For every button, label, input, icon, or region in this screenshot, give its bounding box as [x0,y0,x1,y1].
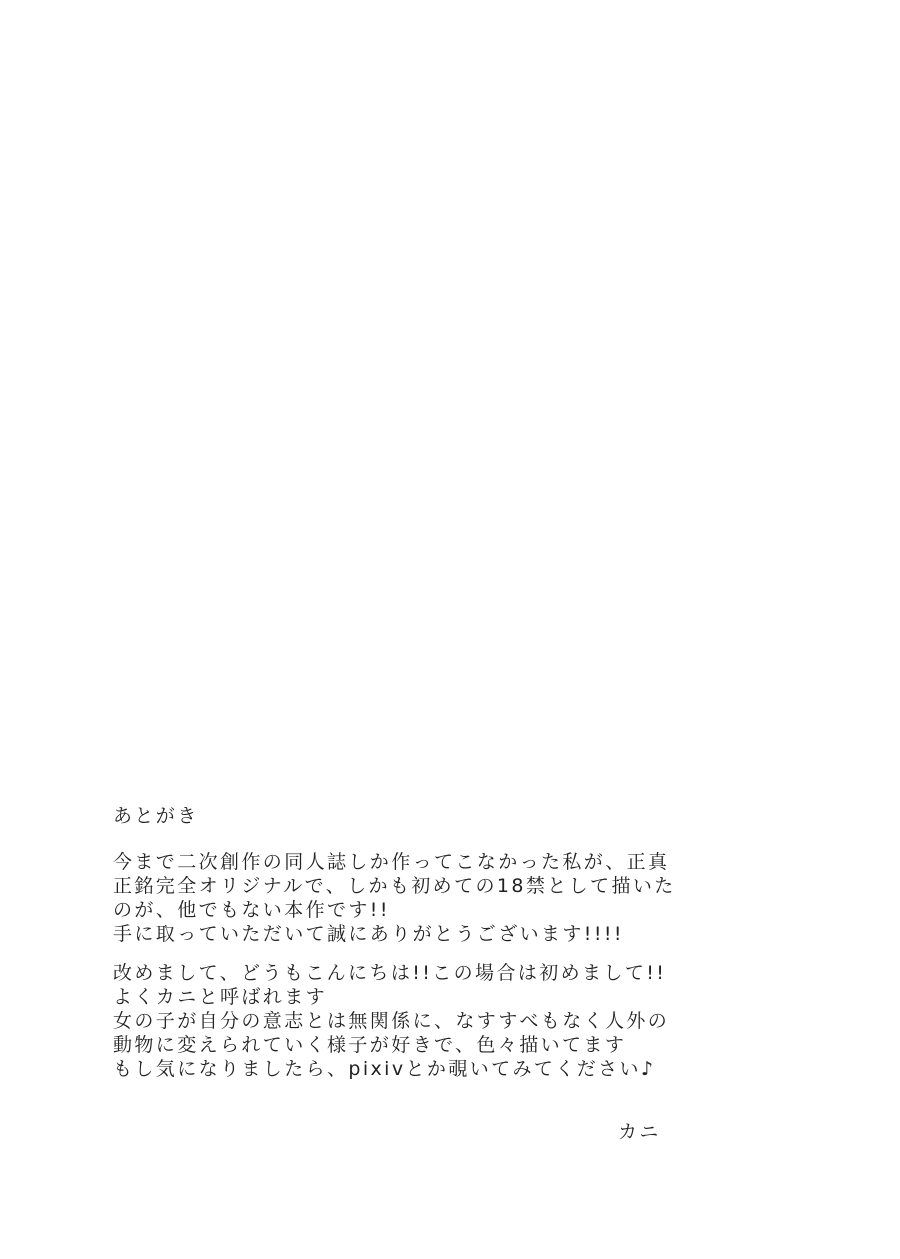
afterword-line: 手に取っていただいて誠にありがとうございます!!!! [113,923,624,945]
afterword-line: のが、他でもない本作です!! [113,899,390,921]
afterword-paragraph-2 [113,961,713,1081]
afterword-line: もし気になりましたら、pixivとか覗いてみてください♪ [113,1058,656,1080]
afterword-line: 正銘完全オリジナルで、しかも初めての18禁として描いた [113,875,676,897]
afterword-line: 今まで二次創作の同人誌しか作ってこなかった私が、正真 [113,851,670,873]
afterword-text-block [113,804,713,1144]
afterword-paragraph-1 [113,850,713,946]
afterword-line: 改めまして、どうもこんにちは!!この場合は初めまして!! [113,962,667,984]
afterword-line: よくカニと呼ばれます [113,986,328,1008]
author-signature: カニ [618,1121,661,1143]
afterword-line: 動物に変えられていく様子が好きで、色々描いてます [113,1034,627,1056]
afterword-line: 女の子が自分の意志とは無関係に、なすすべもなく人外の [113,1010,670,1032]
afterword-title: あとがき [113,805,199,827]
